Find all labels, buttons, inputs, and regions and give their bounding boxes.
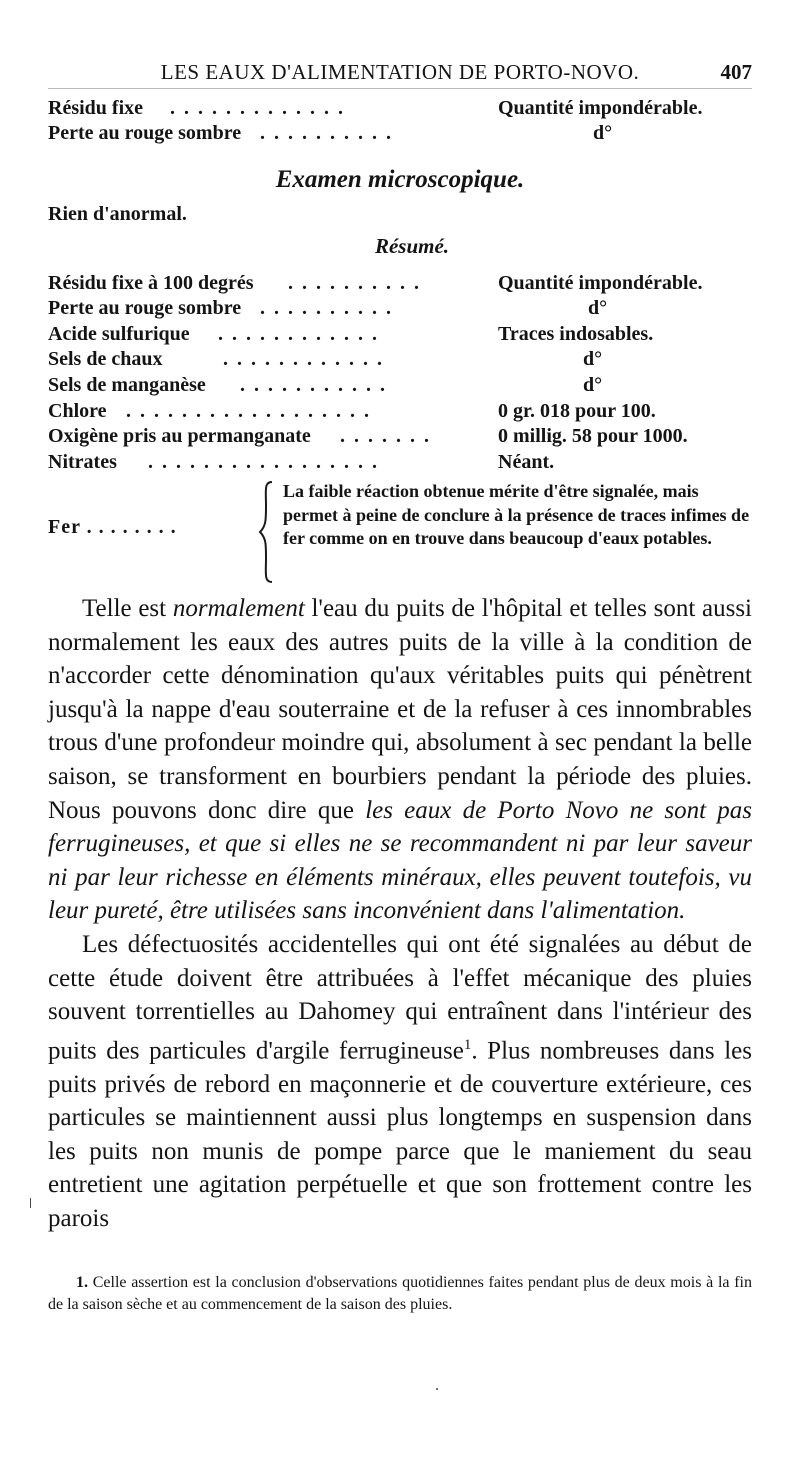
summary-row (48, 399, 752, 423)
summary-row (48, 373, 752, 397)
paragraph-text: l'eau du puits de l'hôpital et telles sont aussi normalement les eaux des autres puits de la ville à la condition de n'accorder cette dénomination qu'aux véritables puits qui pénètrent jusqu'à la nappe d'eau souterraine et de la refuser à ces innombrables trous d'une profondeur moindre qui, absolument à sec pendant la belle saison, se transforment en bourbiers pendant la période des pluies. Nous pouvons donc dire que (48, 595, 753, 824)
paragraph-text: Les défectuosités accidentelles qui ont été signalées au début de cette étude doivent être attribuées à l'effet mécanique des pluies souvent torrentielles au Dahomey qui entraînent dans l'intérieur des puits des particules d'argile ferrugineuse (48, 930, 752, 1065)
row-label: Sels de chaux (48, 348, 163, 370)
row-value: 0 gr. 018 pour 100. (498, 400, 656, 422)
row-label: Résidu fixe (48, 97, 143, 119)
paper-speck (436, 1388, 438, 1390)
row-label: Nitrates (48, 451, 117, 473)
summary-row (48, 296, 752, 320)
footnote-number: 1. (76, 1274, 88, 1291)
leader-dots: . . . . . . . (340, 425, 431, 447)
summary-row (48, 322, 752, 346)
paragraph-text: . Plus nombreuses dans les puits privés de rebord en maçonnerie et de couverture extérieure, ces particules se maintiennent aussi plus longtemps en suspension dans les puits non munis de pompe parce que le maniement du seau entretient une agitation perpétuelle et que son frottement contre les parois (48, 1037, 752, 1233)
summary-row (48, 450, 752, 474)
row-value: Quantité impondérable. (498, 97, 703, 119)
paper-speck (30, 1198, 31, 1208)
leader-dots: . . . . . . . . . . . . . . . . . (148, 451, 379, 473)
row-label: Perte au rouge sombre (48, 297, 242, 319)
row-label: Acide sulfurique (48, 323, 190, 345)
row-value: d° (583, 348, 603, 370)
emphasis-text: normalement (172, 595, 305, 622)
microscopic-text: Rien d'anormal. (48, 203, 187, 225)
leader-dots: . . . . . . . . . . . . (223, 348, 384, 370)
footnote-ref: 1 (463, 1036, 472, 1053)
row-label: Fer . . . . . . . . (48, 516, 177, 538)
row-label: Oxigène pris au permanganate (48, 425, 311, 447)
row-value: Néant. (498, 451, 555, 473)
fer-note: La faible réaction obtenue mérite d'être signalée, mais permet à peine de conclure à la présence de traces infimes de fer comme on en trouve dans beaucoup d'eaux potables. (283, 481, 750, 548)
leader-dots: . . . . . . . . . . . (240, 374, 387, 396)
footnote (48, 1272, 752, 1316)
row-value: d° (593, 122, 613, 144)
row-value: Quantité impondérable. (498, 272, 703, 294)
paragraph-text: Telle est (82, 595, 173, 622)
page-number: 407 (720, 60, 752, 84)
emphasis-text: les eaux de Porto Novo ne sont pas ferrugineuses, et que si elles ne se recommandent ni par leur saveur ni par leur richesse en éléments minéraux, elles peuvent toutefois, vu leur pureté, être utilisées sans inconvénient dans l'alimentation. (48, 796, 753, 925)
leader-dots: . . . . . . . . . . . . . . . . . . (126, 400, 371, 422)
curly-brace-icon (254, 480, 278, 584)
row-label: Résidu fixe à 100 degrés (48, 272, 254, 294)
summary-row (48, 347, 752, 371)
header-title: LES EAUX D'ALIMENTATION DE PORTO-NOVO. (160, 60, 640, 84)
analysis-row (48, 96, 752, 120)
leader-dots: . . . . . . . . . . (260, 122, 393, 144)
row-value: d° (588, 297, 608, 319)
row-value: d° (583, 374, 603, 396)
row-value: 0 millig. 58 pour 1000. (498, 425, 688, 447)
row-label: Chlore (48, 400, 107, 422)
leader-dots: . . . . . . . . . . . . . (170, 97, 345, 119)
section-heading-microscopic: Examen microscopique. (275, 166, 525, 193)
section-heading-summary: Résumé. (374, 234, 450, 258)
analysis-row (48, 121, 752, 145)
paragraph-2 (48, 928, 752, 1236)
summary-row (48, 271, 752, 295)
leader-dots: . . . . . . . . . . . . (218, 323, 379, 345)
row-value: Traces indosables. (498, 323, 654, 345)
summary-row (48, 424, 752, 448)
body-text (48, 592, 752, 1236)
footnote-text (48, 1272, 752, 1316)
footnote-body: Celle assertion est la conclusion d'observations quotidiennes faites pendant plus de deux mois à la fin de la saison sèche et au commencement de la saison des pluies. (48, 1274, 753, 1313)
row-label: Sels de manganèse (48, 374, 206, 396)
running-header (48, 58, 752, 89)
paragraph-1 (48, 592, 752, 928)
leader-dots: . . . . . . . . . . (260, 297, 393, 319)
summary-row-fer (48, 480, 752, 584)
leader-dots: . . . . . . . . . . (288, 272, 421, 294)
row-label: Perte au rouge sombre (48, 122, 242, 144)
